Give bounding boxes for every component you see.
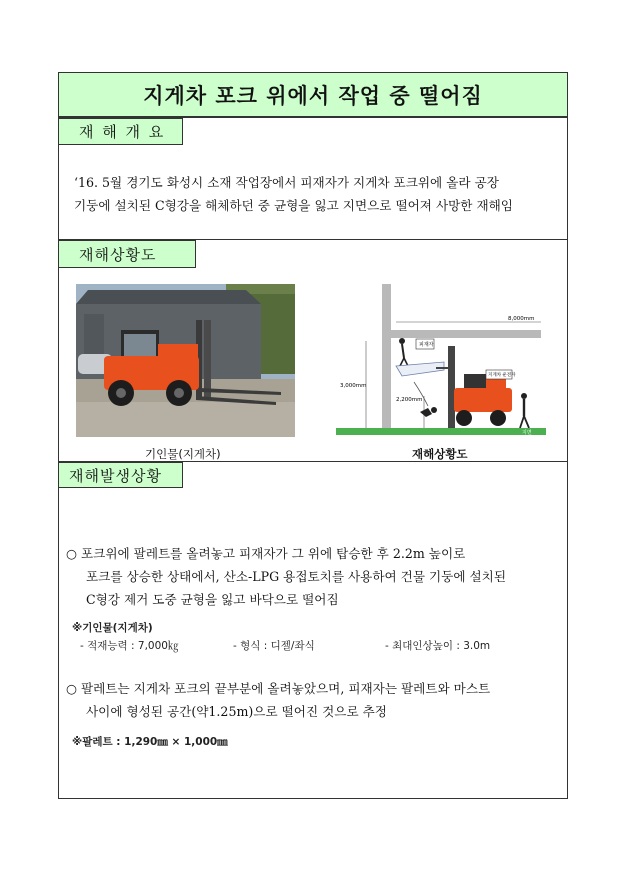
diagram-ground <box>336 428 546 435</box>
document-title: 지게차 포크 위에서 작업 중 떨어짐 <box>58 72 568 118</box>
note-forklift-height: - 최대인상높이 : 3.0m <box>385 640 491 652</box>
diagram-fork-label: 2,200mm <box>396 397 423 403</box>
section-label-overview: 재 해 개 요 <box>58 118 183 145</box>
section-label-occurrence: 재해발생상황 <box>58 462 183 488</box>
note-pallet: ※팔레트 : 1,290㎜ × 1,000㎜ <box>72 736 228 748</box>
occurrence-item2-line1: ○ 팔레트는 지게차 포크의 끝부분에 올려놓았으며, 피재자는 팔레트와 마스트 <box>66 681 491 696</box>
diagram-pillar <box>382 284 391 432</box>
diagram-beam <box>391 330 541 338</box>
diagram-worker-label: 피재자 <box>419 342 434 348</box>
diagram-driver-label: 지게차 운전자 <box>488 373 516 378</box>
diagram-width-label: 8,000mm <box>508 316 535 322</box>
occurrence-item2-line2: 사이에 형성된 공간(약1.25m)으로 떨어진 것으로 추정 <box>86 704 387 719</box>
diagram-ground-label: 지면 <box>522 430 532 436</box>
diagram-height-label: 3,000mm <box>340 383 367 389</box>
occurrence-item1-line2: 포크를 상승한 상태에서, 산소-LPG 용접토치를 사용하여 건물 기둥에 설치된 <box>86 569 506 584</box>
overview-text-line1: ‘16. 5월 경기도 화성시 소재 작업장에서 피재자가 지게차 포크위에 올라 공장 <box>74 175 499 190</box>
note-forklift-type: - 형식 : 디젤/좌식 <box>233 640 315 652</box>
forklift-photo-illustration <box>76 284 295 437</box>
overview-text-line2: 기둥에 설치된 C형강을 해체하던 중 균형을 잃고 지면으로 떨어져 사망한 재해임 <box>74 198 513 213</box>
occurrence-item1-line3: C형강 제거 도중 균형을 잃고 바닥으로 떨어짐 <box>86 592 339 607</box>
diagram-caption: 재해상황도 <box>412 447 468 461</box>
note-forklift-title: ※기인물(지게차) <box>72 622 153 634</box>
section-label-diagram: 재해상황도 <box>58 240 196 268</box>
occurrence-item1-line1: ○ 포크위에 팔레트를 올려놓고 피재자가 그 위에 탑승한 후 2.2m 높이로 <box>66 546 466 561</box>
accident-diagram <box>336 284 546 439</box>
photo-caption: 기인물(지게차) <box>145 447 221 461</box>
note-forklift-capacity: - 적재능력 : 7,000㎏ <box>80 640 179 652</box>
forklift-photo <box>76 284 295 437</box>
